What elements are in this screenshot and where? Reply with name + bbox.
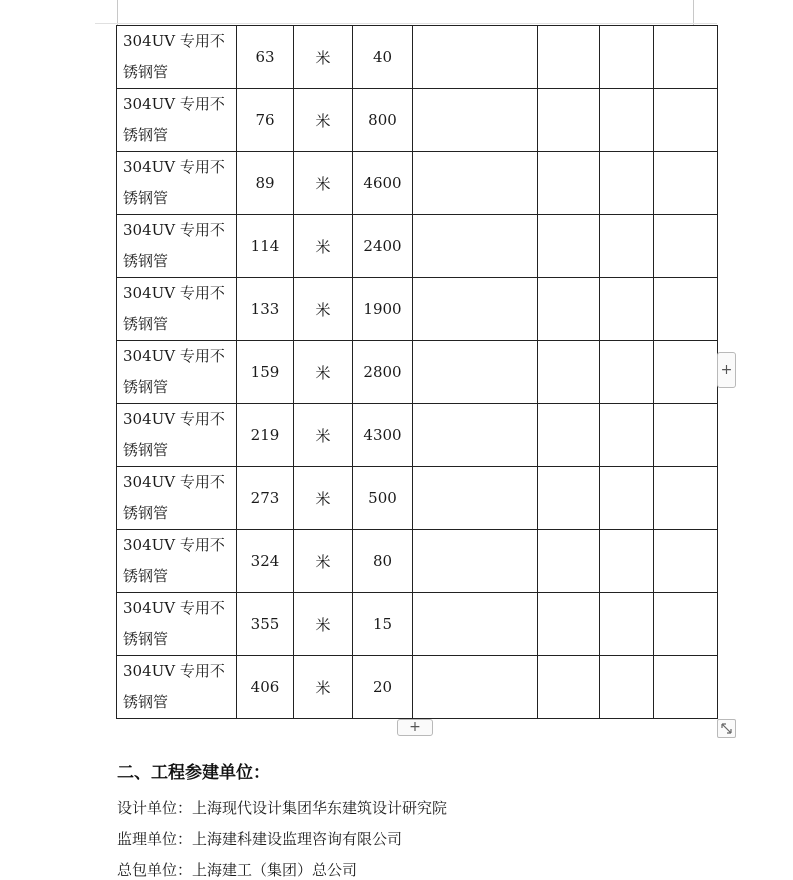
empty-cell[interactable] [654,152,718,215]
empty-cell[interactable] [654,530,718,593]
materials-table [116,25,718,719]
item-name-line1: 304UV 专用不 [123,32,225,50]
item-size-cell[interactable]: 114 [237,215,294,278]
item-name-line2: 锈钢管 [123,252,169,270]
empty-cell[interactable] [538,26,600,89]
empty-cell[interactable] [413,278,538,341]
empty-cell[interactable] [538,656,600,719]
empty-cell[interactable] [654,404,718,467]
item-name-cell[interactable] [117,341,237,404]
empty-cell[interactable] [654,215,718,278]
item-qty-cell[interactable]: 2800 [353,341,413,404]
empty-cell[interactable] [654,656,718,719]
item-name-line1: 304UV 专用不 [123,599,225,617]
section-title: 二、工程参建单位： [117,763,270,783]
resize-diagonal-icon [720,722,733,735]
item-name-cell[interactable] [117,530,237,593]
item-qty-cell[interactable]: 4300 [353,404,413,467]
item-qty-cell[interactable]: 20 [353,656,413,719]
empty-cell[interactable] [538,341,600,404]
empty-cell[interactable] [413,26,538,89]
empty-cell[interactable] [413,530,538,593]
table-resize-handle[interactable] [717,719,736,738]
item-name-line1: 304UV 专用不 [123,221,225,239]
item-qty-cell[interactable]: 500 [353,467,413,530]
item-size-cell[interactable]: 159 [237,341,294,404]
empty-cell[interactable] [600,467,654,530]
item-name-line2: 锈钢管 [123,630,169,648]
item-size-cell[interactable]: 89 [237,152,294,215]
item-name-cell[interactable] [117,467,237,530]
empty-cell[interactable] [600,404,654,467]
general-contractor-line: 总包单位：上海建工（集团）总公司 [117,861,358,879]
item-unit-cell[interactable]: 米 [294,152,353,215]
empty-cell[interactable] [413,404,538,467]
empty-cell[interactable] [538,530,600,593]
empty-cell[interactable] [600,152,654,215]
item-name-line2: 锈钢管 [123,567,169,585]
item-name-cell[interactable] [117,152,237,215]
empty-cell[interactable] [654,341,718,404]
item-unit-cell[interactable]: 米 [294,215,353,278]
supervision-unit-line: 监理单位：上海建科建设监理咨询有限公司 [117,830,403,848]
item-size-cell[interactable]: 76 [237,89,294,152]
empty-cell[interactable] [538,152,600,215]
item-name-cell[interactable] [117,656,237,719]
table-row [117,656,718,719]
empty-cell[interactable] [413,467,538,530]
item-qty-cell[interactable]: 15 [353,593,413,656]
item-name-line2: 锈钢管 [123,504,169,522]
empty-cell[interactable] [413,89,538,152]
empty-cell[interactable] [413,152,538,215]
item-unit-cell[interactable]: 米 [294,593,353,656]
page-edge-right [693,0,694,25]
empty-cell[interactable] [600,656,654,719]
item-name-line2: 锈钢管 [123,63,169,81]
item-name-line1: 304UV 专用不 [123,95,225,113]
table-row [117,404,718,467]
item-unit-cell[interactable]: 米 [294,530,353,593]
empty-cell[interactable] [600,89,654,152]
empty-cell[interactable] [538,215,600,278]
item-unit-cell[interactable]: 米 [294,404,353,467]
item-qty-cell[interactable]: 40 [353,26,413,89]
empty-cell[interactable] [538,467,600,530]
empty-cell[interactable] [654,89,718,152]
empty-cell[interactable] [413,215,538,278]
item-name-line1: 304UV 专用不 [123,410,225,428]
item-name-cell[interactable] [117,404,237,467]
empty-cell[interactable] [538,278,600,341]
item-name-line2: 锈钢管 [123,441,169,459]
item-size-cell[interactable]: 219 [237,404,294,467]
table-row [117,593,718,656]
add-column-button[interactable]: + [717,352,736,388]
item-size-cell[interactable]: 63 [237,26,294,89]
empty-cell[interactable] [538,404,600,467]
item-name-cell[interactable] [117,593,237,656]
item-qty-cell[interactable]: 800 [353,89,413,152]
empty-cell[interactable] [600,530,654,593]
empty-cell[interactable] [538,89,600,152]
item-unit-cell[interactable]: 米 [294,278,353,341]
item-qty-cell[interactable]: 80 [353,530,413,593]
item-size-cell[interactable]: 406 [237,656,294,719]
item-unit-cell[interactable]: 米 [294,26,353,89]
empty-cell[interactable] [413,341,538,404]
item-name-line1: 304UV 专用不 [123,662,225,680]
table-row [117,89,718,152]
item-name-line1: 304UV 专用不 [123,473,225,491]
empty-cell[interactable] [413,656,538,719]
item-name-line1: 304UV 专用不 [123,347,225,365]
add-row-button[interactable]: + [397,719,433,736]
item-name-line2: 锈钢管 [123,378,169,396]
page-edge-left [117,0,118,25]
item-qty-cell[interactable]: 1900 [353,278,413,341]
table-row [117,278,718,341]
page-edge-top [95,23,717,24]
empty-cell[interactable] [538,593,600,656]
empty-cell[interactable] [654,593,718,656]
item-size-cell[interactable]: 324 [237,530,294,593]
table-row [117,341,718,404]
empty-cell[interactable] [600,215,654,278]
table-row [117,26,718,89]
item-name-line2: 锈钢管 [123,126,169,144]
item-name-cell[interactable] [117,89,237,152]
empty-cell[interactable] [654,26,718,89]
empty-cell[interactable] [600,593,654,656]
item-name-cell[interactable] [117,215,237,278]
empty-cell[interactable] [413,593,538,656]
item-name-line2: 锈钢管 [123,693,169,711]
item-size-cell[interactable]: 133 [237,278,294,341]
item-name-line2: 锈钢管 [123,189,169,207]
item-qty-cell[interactable]: 2400 [353,215,413,278]
empty-cell[interactable] [600,341,654,404]
empty-cell[interactable] [600,278,654,341]
item-name-line1: 304UV 专用不 [123,284,225,302]
item-size-cell[interactable]: 273 [237,467,294,530]
empty-cell[interactable] [654,467,718,530]
empty-cell[interactable] [654,278,718,341]
item-unit-cell[interactable]: 米 [294,89,353,152]
table-row [117,530,718,593]
table-row [117,215,718,278]
table-row [117,152,718,215]
item-name-cell[interactable] [117,26,237,89]
empty-cell[interactable] [600,26,654,89]
item-name-line1: 304UV 专用不 [123,158,225,176]
item-name-cell[interactable] [117,278,237,341]
item-unit-cell[interactable]: 米 [294,467,353,530]
item-name-line2: 锈钢管 [123,315,169,333]
design-unit-line: 设计单位：上海现代设计集团华东建筑设计研究院 [117,799,448,817]
item-unit-cell[interactable]: 米 [294,656,353,719]
item-qty-cell[interactable]: 4600 [353,152,413,215]
item-unit-cell[interactable]: 米 [294,341,353,404]
item-size-cell[interactable]: 355 [237,593,294,656]
table-row [117,467,718,530]
item-name-line1: 304UV 专用不 [123,536,225,554]
